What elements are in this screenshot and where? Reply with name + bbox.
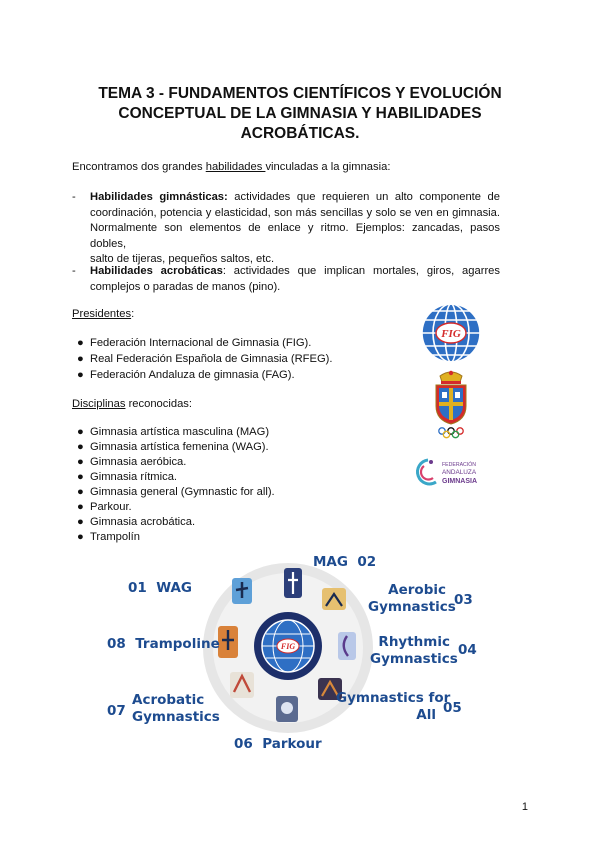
- label-acrobatic-line-1: Acrobatic: [132, 692, 205, 708]
- title-line-1: TEMA 3 - FUNDAMENTOS CIENTÍFICOS Y EVOLUCIÓN: [98, 85, 502, 102]
- skill-term: Habilidades gimnásticas:: [90, 191, 228, 203]
- list-item-text: Real Federación Española de Gimnasia (RFEG).: [90, 353, 333, 365]
- title-line-3: ACROBÁTICAS.: [240, 125, 360, 142]
- list-item-text: Gimnasia general (Gymnastic for all).: [90, 486, 275, 498]
- presidents-heading: [72, 307, 134, 323]
- intro-text-after: vinculadas a la gimnasia:: [265, 161, 391, 173]
- list-item-text: Federación Andaluza de gimnasia (FAG).: [90, 369, 295, 381]
- bullet: ●: [77, 426, 84, 438]
- list-item-text: Gimnasia rítmica.: [90, 471, 178, 483]
- list-item: [77, 336, 312, 352]
- mag-tile: [284, 568, 302, 598]
- label-parkour-number: 06: [234, 736, 253, 752]
- title-line-2: CONCEPTUAL DE LA GIMNASIA Y HABILIDADES: [118, 105, 482, 122]
- fig-logo-text: FIG: [441, 328, 461, 340]
- label-aerobic-number: 03: [454, 592, 473, 608]
- fag-text-3: GIMNASIA: [442, 478, 477, 485]
- list-item: [77, 440, 269, 456]
- skill-line: coordinación, potencia y elasticidad, son más sencillas y solo se ven en gimnasia.: [90, 206, 500, 219]
- label-gfa-line-1: Gymnastics for: [336, 690, 451, 706]
- list-item: [77, 470, 178, 486]
- skill-acrobatic: [72, 264, 500, 295]
- list-item: [77, 515, 196, 531]
- rfeg-crest-logo: [430, 368, 472, 440]
- dash-marker: -: [72, 191, 76, 203]
- label-acrobatic: [132, 692, 220, 726]
- skill-line: complejos o paradas de manos (pino).: [90, 280, 281, 293]
- label-wag-text: WAG: [156, 580, 193, 596]
- intro-text-before: Encontramos dos grandes: [72, 161, 206, 173]
- bullet: ●: [77, 501, 84, 513]
- dash-marker: -: [72, 265, 76, 277]
- skill-line: salto de tijeras, pequeños saltos, etc.: [90, 253, 275, 265]
- presidents-heading-text: Presidentes: [72, 308, 132, 320]
- list-item-text: Gimnasia aeróbica.: [90, 456, 187, 468]
- label-rhythmic-number: 04: [458, 642, 477, 658]
- label-aerobic: [368, 582, 456, 616]
- skill-gymnastic: [72, 190, 501, 268]
- wag-tile: [232, 578, 252, 604]
- aerobic-tile: [322, 588, 346, 610]
- bullet: ●: [77, 441, 84, 453]
- parkour-tile: [276, 696, 298, 722]
- fag-text-2: ANDALUZA: [442, 469, 477, 476]
- list-item-text: Trampolín: [90, 531, 140, 543]
- list-item: [77, 455, 187, 471]
- list-item-text: Parkour.: [90, 501, 132, 513]
- document-title: [60, 84, 540, 144]
- trampoline-tile: [218, 626, 238, 658]
- intro-paragraph: [72, 160, 390, 176]
- label-mag-text: MAG: [313, 554, 348, 570]
- label-gfa-line-2: All: [416, 707, 436, 723]
- fag-text-1: FEDERACIÓN: [442, 462, 477, 468]
- list-item-text: Federación Internacional de Gimnasia (FIG).: [90, 337, 312, 349]
- wheel-center-fig-text: FIG: [280, 642, 296, 651]
- skill-term: Habilidades acrobáticas: [90, 265, 223, 277]
- label-acrobatic-line-2: Gymnastics: [132, 709, 220, 725]
- label-wag: [128, 580, 192, 597]
- label-gfa-number: 05: [443, 700, 462, 716]
- label-trampoline: [107, 636, 220, 653]
- fag-logo: [414, 456, 494, 492]
- skill-line: Normalmente son elementos de enlace y ritmo. Ejemplos: zancadas, pasos dobles,: [90, 222, 500, 250]
- label-rhythmic: [370, 634, 458, 668]
- bullet: ●: [77, 486, 84, 498]
- label-trampoline-number: 08: [107, 636, 126, 652]
- list-item-text: Gimnasia artística femenina (WAG).: [90, 441, 269, 453]
- page-number: 1: [521, 801, 528, 813]
- bullet: ●: [77, 456, 84, 468]
- list-item: [77, 425, 270, 441]
- label-trampoline-text: Trampoline: [135, 636, 220, 652]
- skill-line: : actividades que implican mortales, giros, agarres: [222, 265, 500, 277]
- disciplines-heading: [72, 397, 192, 413]
- presidents-colon: :: [131, 308, 135, 320]
- label-parkour: [234, 736, 322, 753]
- list-item-text: Gimnasia artística masculina (MAG): [90, 426, 270, 438]
- label-acrobatic-number: 07: [107, 703, 126, 719]
- list-item: [77, 530, 140, 546]
- intro-underlined-word: habilidades: [205, 161, 266, 173]
- list-item: [77, 500, 132, 516]
- label-parkour-text: Parkour: [262, 736, 322, 752]
- acrobatic-tile: [230, 672, 254, 698]
- list-item: [77, 485, 275, 501]
- label-aerobic-line-1: Aerobic: [388, 582, 446, 598]
- label-mag: [313, 554, 376, 571]
- disciplines-heading-text: Disciplinas: [72, 398, 126, 410]
- label-wag-number: 01: [128, 580, 147, 596]
- bullet: ●: [77, 353, 84, 365]
- list-item: [77, 352, 333, 368]
- fig-globe-logo: [420, 302, 482, 364]
- bullet: ●: [77, 516, 84, 528]
- bullet: ●: [77, 337, 84, 349]
- rhythmic-tile: [338, 632, 356, 660]
- label-rhythmic-line-1: Rhythmic: [378, 634, 450, 650]
- label-gfa: [336, 690, 451, 724]
- disciplines-heading-after: reconocidas:: [125, 398, 193, 410]
- skill-line: actividades que requieren un alto componente de: [227, 191, 501, 203]
- list-item: [77, 368, 295, 384]
- label-mag-number: 02: [357, 554, 377, 570]
- list-item-text: Gimnasia acrobática.: [90, 516, 196, 528]
- bullet: ●: [77, 531, 84, 543]
- label-rhythmic-line-2: Gymnastics: [370, 651, 458, 667]
- bullet: ●: [77, 471, 84, 483]
- bullet: ●: [77, 369, 84, 381]
- label-aerobic-line-2: Gymnastics: [368, 599, 456, 615]
